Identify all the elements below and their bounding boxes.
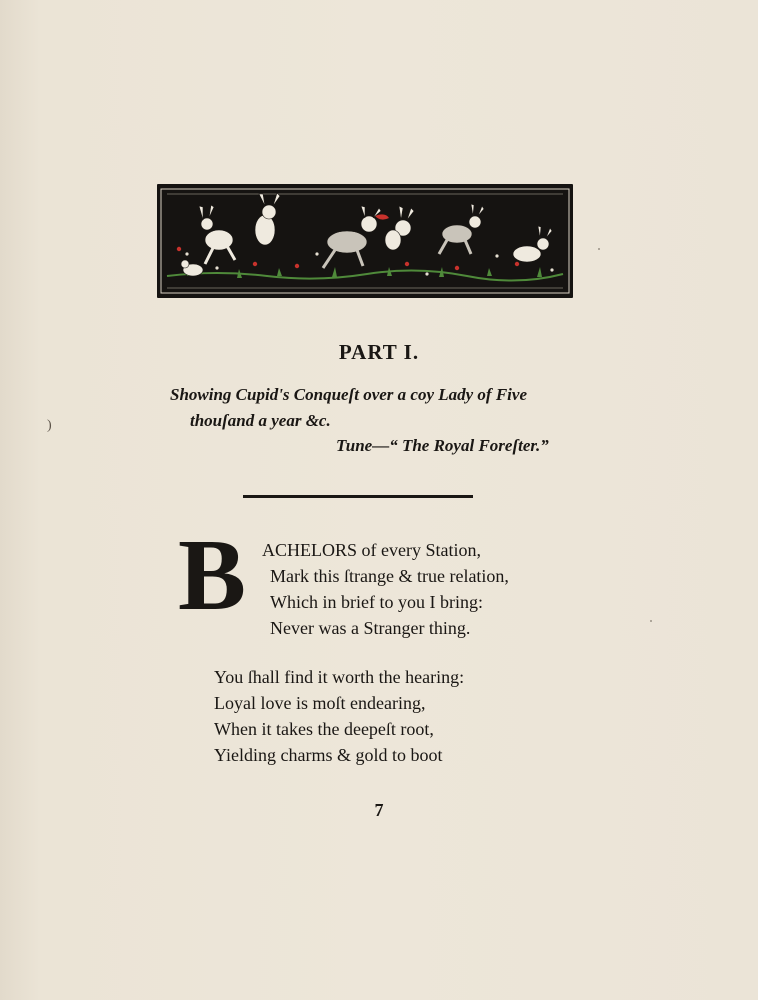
paper-speck	[650, 620, 652, 622]
verse-line: Never was a Stranger thing.	[270, 618, 471, 638]
stanza-2	[214, 664, 464, 768]
verse-line: You ſhall find it worth the hearing:	[214, 667, 465, 687]
verse-line: Loyal love is moſt endearing,	[214, 693, 426, 713]
subtitle	[170, 382, 590, 434]
paper-speck	[598, 248, 600, 250]
part-title: PART I.	[338, 340, 420, 364]
drop-cap: B	[178, 519, 247, 632]
stanza-1	[262, 537, 509, 641]
subtitle-line: thouſand a year &c.	[190, 411, 331, 430]
page-number: 7	[374, 800, 384, 820]
verse-line: ACHELORS of every Station,	[262, 540, 481, 560]
verse-line: Yielding charms & gold to boot	[214, 745, 443, 765]
margin-mark: )	[47, 418, 52, 433]
subtitle-line: Showing Cupid's Conqueſt over a coy Lady of Five	[170, 385, 527, 404]
verse-line: Which in brief to you I bring:	[270, 592, 483, 612]
rabbits-woodcut-banner-icon	[157, 184, 573, 298]
verse-line: Mark this ſtrange & true relation,	[270, 566, 509, 586]
verse-line: When it takes the deepeſt root,	[214, 719, 434, 739]
tune-line: Tune—“ The Royal Foreſter.”	[336, 436, 549, 455]
divider-rule	[243, 495, 473, 498]
